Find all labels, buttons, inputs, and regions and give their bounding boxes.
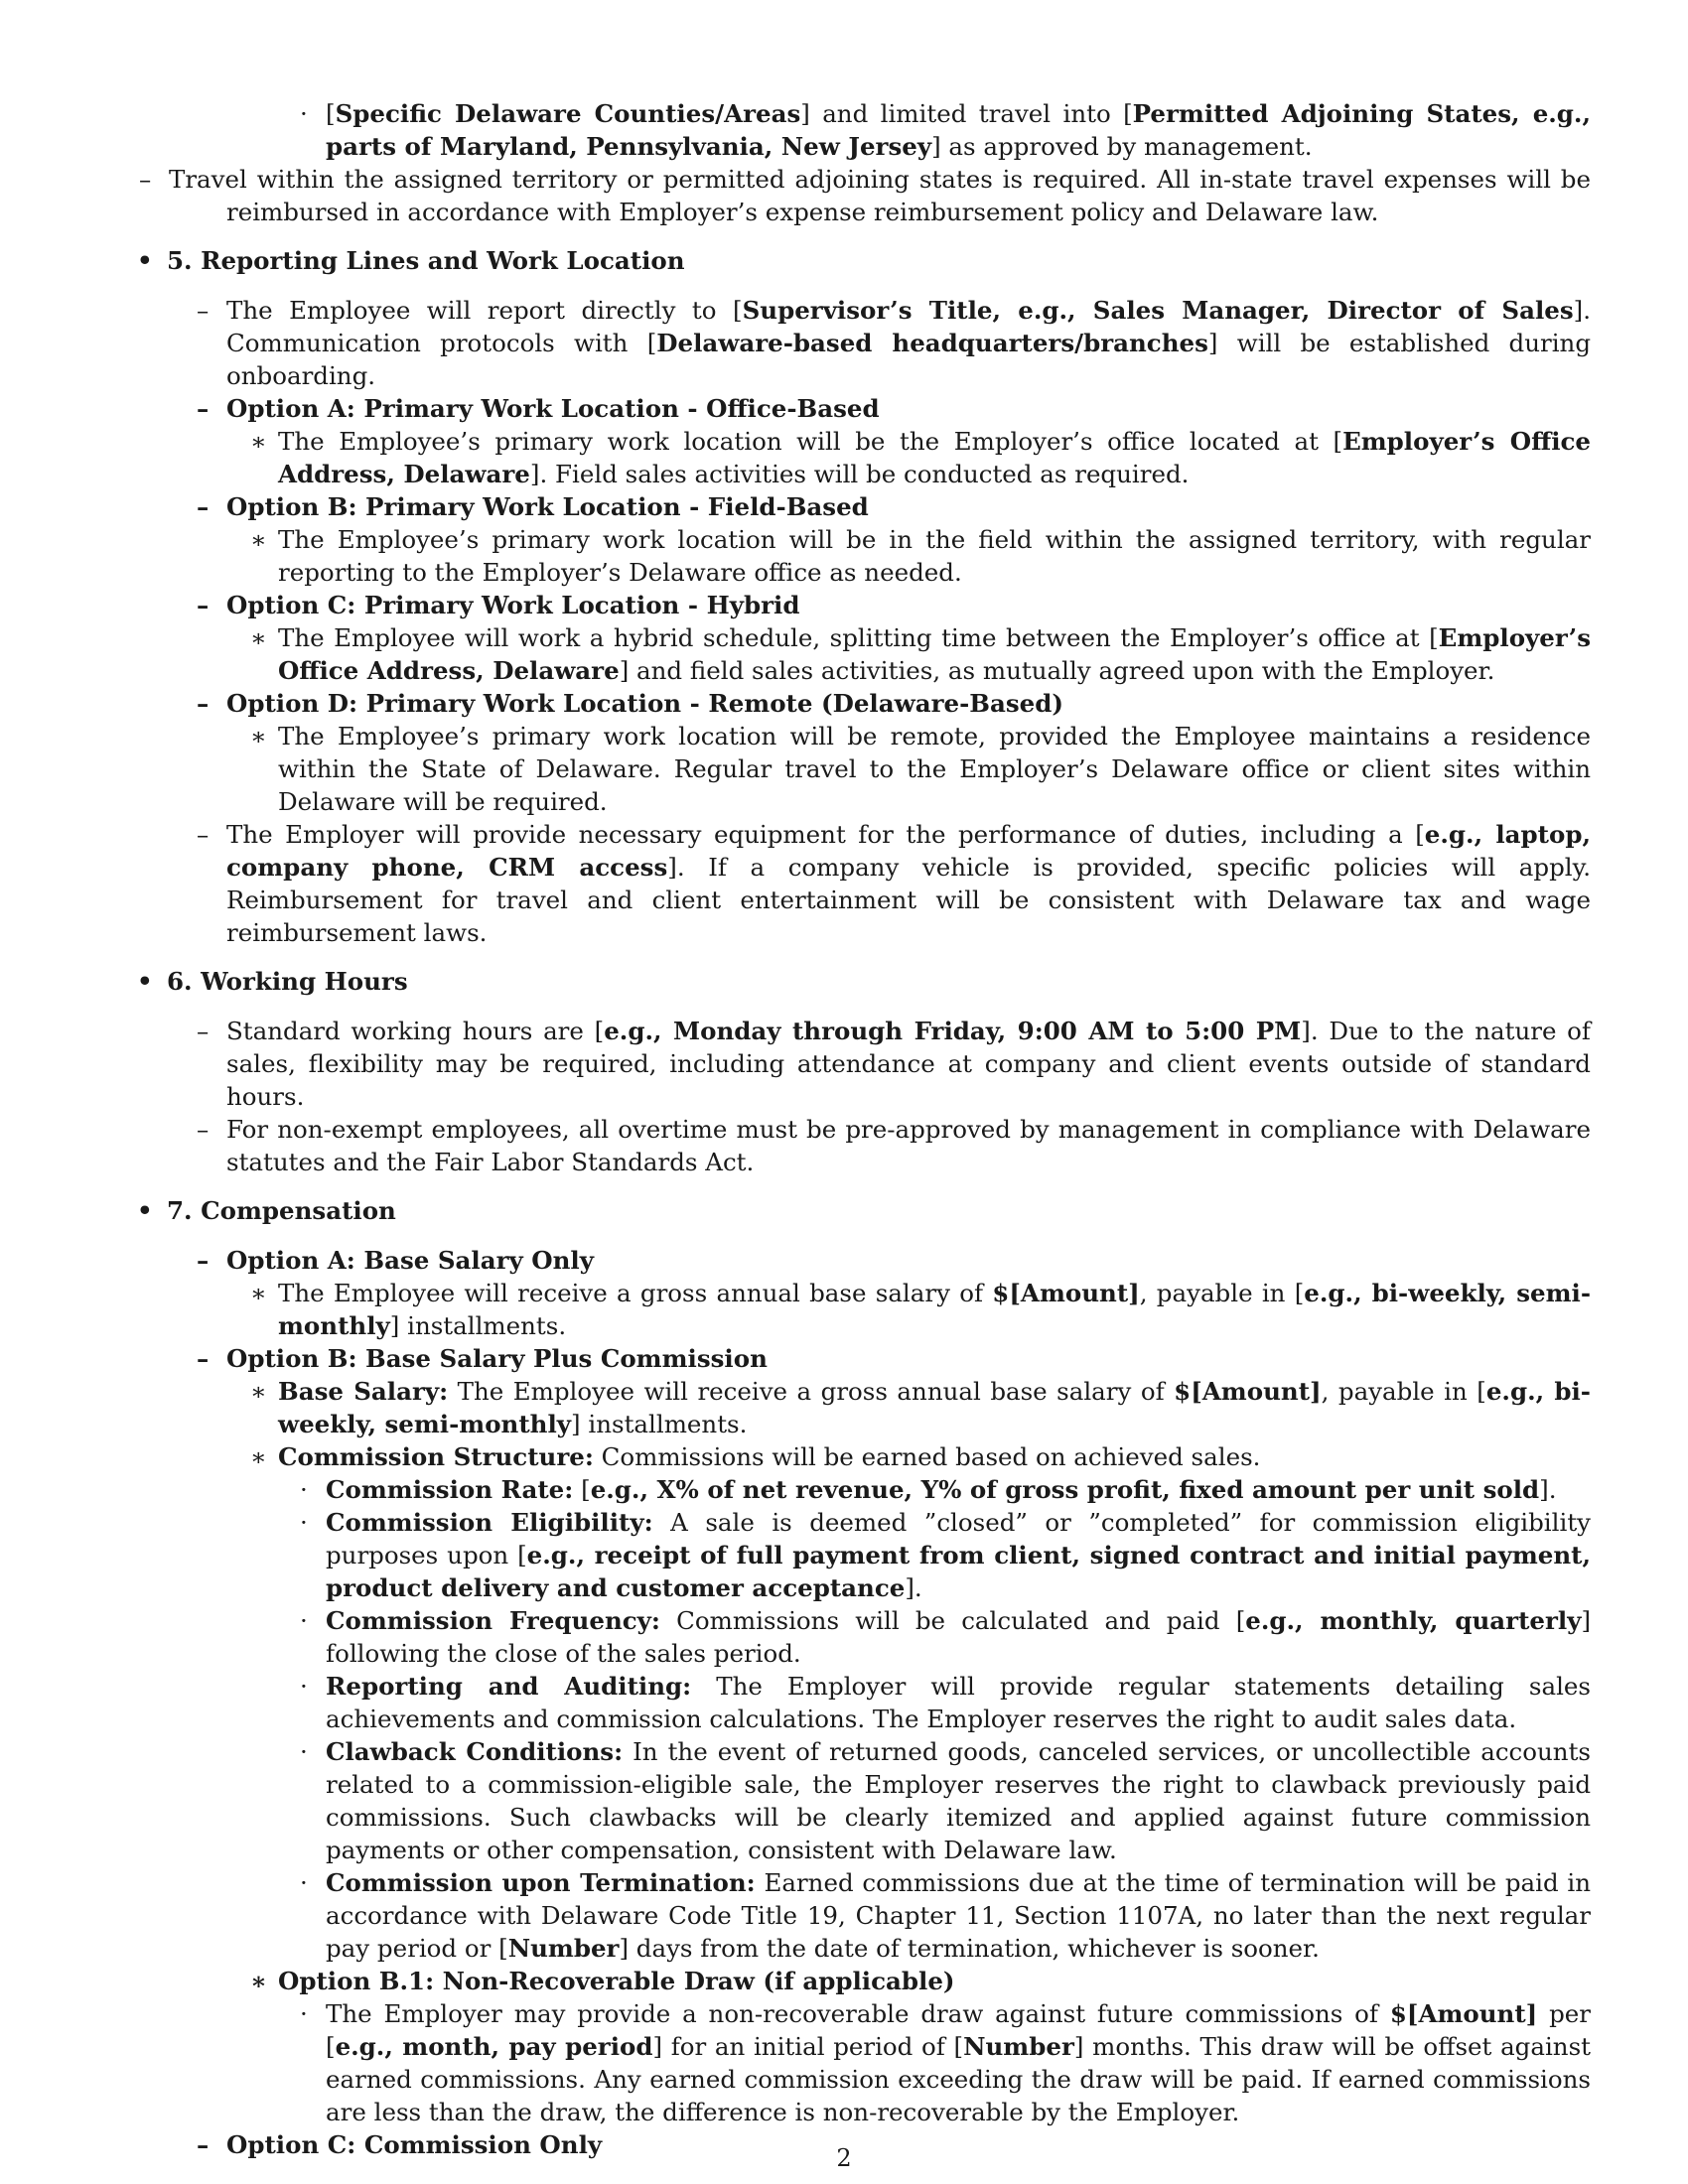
comp-option-a-title: – Option A: Base Salary Only	[197, 1246, 594, 1275]
document-page	[129, 97, 1591, 2161]
bullet-marker: •	[137, 967, 153, 996]
placeholder: Employer’s Office Address, Delaware	[278, 623, 1591, 685]
travel-item: – Travel within the assigned territory or permitted adjoining states is required. All in-state travel expenses will be reimbursed in accordance with Employer’s expense reimbursement policy and Delaware law.	[139, 165, 1591, 226]
commission-structure-item: ∗ Commission Structure: Commissions will be earned based on achieved sales.	[250, 1442, 1261, 1471]
dot-marker: ·	[300, 1508, 308, 1537]
option-c-text: ∗ The Employee will work a hybrid schedule, splitting time between the Employer’s office at [Employer’s Office Address, Delaware] and field sales activities, as mutually agreed upon with the Employer.	[250, 623, 1591, 685]
section-5-heading: • 5. Reporting Lines and Work Location	[137, 246, 685, 275]
asterisk-marker: ∗	[250, 427, 267, 456]
option-b-text: ∗ The Employee’s primary work location will be in the field within the assigned territory, with regular reporting to the Employer’s Delaware office as needed.	[250, 525, 1591, 587]
comp-option-c-title: – Option C: Commission Only	[197, 2130, 603, 2159]
territory-item: · [Specific Delaware Counties/Areas] and limited travel into [Permitted Adjoining States, e.g., parts of Maryland, Pennsylvania, New Jersey] as approved by management.	[300, 99, 1591, 161]
asterisk-marker: ∗	[250, 1377, 267, 1406]
base-salary-item: ∗ Base Salary: The Employee will receive a gross annual base salary of $[Amount], payable in [e.g., bi-weekly, semi-monthly] installments.	[250, 1377, 1591, 1438]
dash-marker: –	[197, 2130, 210, 2159]
commission-rate-item: · Commission Rate: [e.g., X% of net revenue, Y% of gross profit, fixed amount per unit sold].	[300, 1475, 1557, 1504]
placeholder: e.g., monthly, quarterly	[1245, 1606, 1582, 1635]
option-a-title: – Option A: Primary Work Location - Office-Based	[197, 394, 880, 423]
placeholder: e.g., month, pay period	[335, 2032, 653, 2061]
placeholder: $[Amount]	[1174, 1377, 1322, 1406]
asterisk-marker: ∗	[250, 1279, 267, 1307]
comp-option-a-text: ∗ The Employee will receive a gross annual base salary of $[Amount], payable in [e.g., bi-weekly, semi-monthly] installments.	[250, 1279, 1591, 1340]
section-6-heading: • 6. Working Hours	[137, 967, 408, 996]
option-a-text: ∗ The Employee’s primary work location will be the Employer’s office located at [Employer’s Office Address, Delaware]. Field sales activities will be conducted as required.	[250, 427, 1592, 488]
placeholder: Supervisor’s Title, e.g., Sales Manager, Director of Sales	[742, 296, 1574, 325]
bullet-marker: •	[137, 246, 153, 275]
dash-marker: –	[197, 296, 210, 325]
placeholder: Number	[507, 1934, 620, 1963]
option-d-title: – Option D: Primary Work Location - Remote (Delaware-Based)	[197, 689, 1063, 718]
reporting-item: – The Employee will report directly to [Supervisor’s Title, e.g., Sales Manager, Director of Sales]. Communication protocols with [Delaware-based headquarters/branches] will be established during onboarding.	[197, 296, 1592, 390]
dot-marker: ·	[300, 1737, 308, 1766]
dash-marker: –	[197, 1246, 210, 1275]
placeholder: Delaware-based headquarters/branches	[656, 329, 1208, 357]
draw-option-title: ∗ Option B.1: Non-Recoverable Draw (if applicable)	[250, 1967, 955, 1995]
placeholder: e.g., X% of net revenue, Y% of gross profit, fixed amount per unit sold	[590, 1475, 1540, 1504]
placeholder: Employer’s Office Address, Delaware	[278, 427, 1592, 488]
standard-hours-item: – Standard working hours are [e.g., Monday through Friday, 9:00 AM to 5:00 PM]. Due to the nature of sales, flexibility may be required, including attendance at company and client events outside of standard hours.	[197, 1017, 1592, 1111]
dash-marker: –	[197, 689, 210, 718]
dash-marker: –	[197, 492, 210, 521]
option-c-title: – Option C: Primary Work Location - Hybrid	[197, 591, 800, 619]
section-7-heading: • 7. Compensation	[137, 1196, 396, 1225]
placeholder: e.g., receipt of full payment from client, signed contract and initial payment, product delivery and customer acceptance	[326, 1541, 1591, 1602]
equipment-item: – The Employer will provide necessary equipment for the performance of duties, including a [e.g., laptop, company phone, CRM access]. If a company vehicle is provided, specific policies will apply. Reimbursement for travel and client entertainment will be consistent with Delaware tax and wage reimbursement laws.	[197, 820, 1591, 947]
dot-marker: ·	[300, 99, 308, 128]
dot-marker: ·	[300, 1868, 308, 1897]
dash-marker: –	[197, 1115, 210, 1144]
placeholder: e.g., bi-weekly, semi-monthly	[278, 1377, 1591, 1438]
placeholder: e.g., laptop, company phone, CRM access	[226, 820, 1591, 882]
draw-item: · The Employer may provide a non-recoverable draw against future commissions of $[Amount] per [e.g., month, pay period] for an initial period of [Number] months. This draw will be offset against earned commissions. Any earned commission exceeding the draw will be paid. If earned commissions are less than the draw, the difference is non-recoverable by the Employer.	[300, 1999, 1592, 2126]
dot-marker: ·	[300, 1999, 308, 2028]
commission-frequency-item: · Commission Frequency: Commissions will be calculated and paid [e.g., monthly, quarterly] following the close of the sales period.	[300, 1606, 1591, 1668]
commission-eligibility-item: · Commission Eligibility: A sale is deemed ”closed” or ”completed” for commission eligibility purposes upon [e.g., receipt of full payment from client, signed contract and initial payment, product delivery and customer acceptance].	[300, 1508, 1592, 1602]
asterisk-marker: ∗	[250, 525, 267, 554]
asterisk-marker: ∗	[250, 1442, 267, 1471]
dash-marker: –	[197, 591, 210, 619]
option-b-title: – Option B: Primary Work Location - Field-Based	[197, 492, 869, 521]
dash-marker: –	[197, 394, 210, 423]
placeholder: e.g., Monday through Friday, 9:00 AM to 5:00 PM	[604, 1017, 1302, 1045]
placeholder: $[Amount]	[992, 1279, 1140, 1307]
dash-marker: –	[197, 1017, 210, 1045]
option-d-text: ∗ The Employee’s primary work location will be remote, provided the Employee maintains a residence within the State of Delaware. Regular travel to the Employer’s Delaware office or client sites within Delaware will be required.	[250, 722, 1591, 816]
asterisk-marker: ∗	[250, 1967, 267, 1995]
dash-marker: –	[197, 1344, 210, 1373]
comp-option-b-title: – Option B: Base Salary Plus Commission	[197, 1344, 768, 1373]
asterisk-marker: ∗	[250, 722, 267, 751]
bullet-marker: •	[137, 1196, 153, 1225]
page-number: 2	[836, 2144, 852, 2172]
dash-marker: –	[139, 165, 152, 194]
clawback-item: · Clawback Conditions: In the event of returned goods, canceled services, or uncollectible accounts related to a commission-eligible sale, the Employer reserves the right to clawback previously paid commissions. Such clawbacks will be clearly itemized and applied against future commission payments or other compensation, consistent with Delaware law.	[300, 1737, 1591, 1864]
dot-marker: ·	[300, 1606, 308, 1635]
termination-item: · Commission upon Termination: Earned commissions due at the time of termination will be paid in accordance with Delaware Code Title 19, Chapter 11, Section 1107A, no later than the next regular pay period or [Number] days from the date of termination, whichever is sooner.	[300, 1868, 1592, 1963]
placeholder: Specific Delaware Counties/Areas	[335, 99, 801, 128]
reporting-auditing-item: · Reporting and Auditing: The Employer will provide regular statements detailing sales achievements and commission calculations. The Employer reserves the right to audit sales data.	[300, 1672, 1591, 1733]
dash-marker: –	[197, 820, 210, 849]
placeholder: Permitted Adjoining States, e.g., parts of Maryland, Pennsylvania, New Jersey	[326, 99, 1591, 161]
overtime-item: – For non-exempt employees, all overtime must be pre-approved by management in compliance with Delaware statutes and the Fair Labor Standards Act.	[197, 1115, 1591, 1176]
dot-marker: ·	[300, 1475, 308, 1504]
placeholder: e.g., bi-weekly, semi-monthly	[278, 1279, 1591, 1340]
placeholder: $[Amount]	[1389, 1999, 1538, 2028]
dot-marker: ·	[300, 1672, 308, 1701]
asterisk-marker: ∗	[250, 623, 267, 652]
placeholder: Number	[963, 2032, 1074, 2061]
